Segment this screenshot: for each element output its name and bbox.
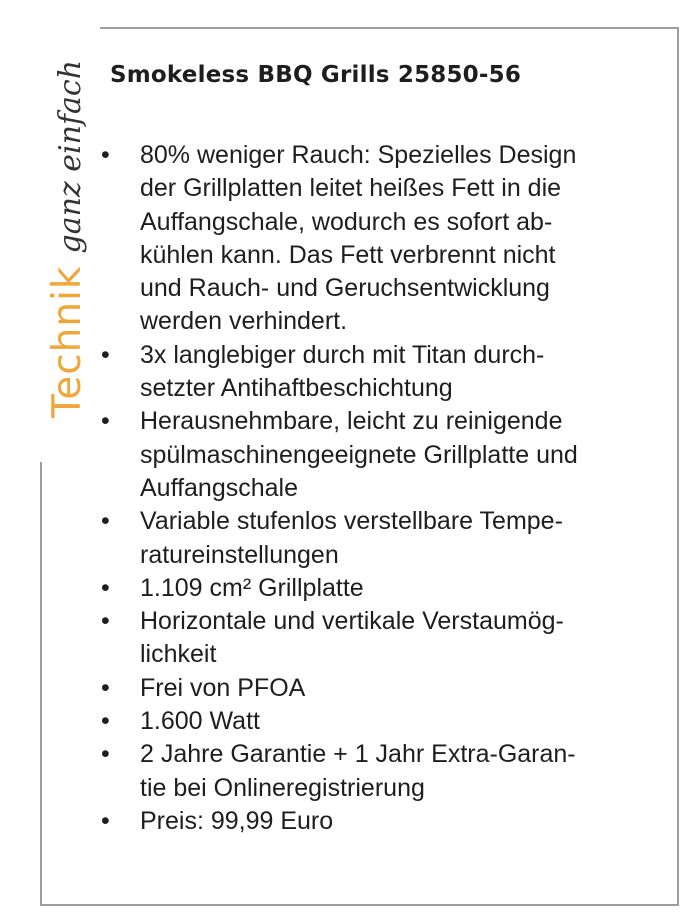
frame-left-border [40,462,42,906]
bullet-icon: • [101,607,110,636]
feature-list [96,139,656,838]
bullet-icon: • [101,507,110,536]
feature-item [96,672,656,705]
feature-line: der Grillplatten leitet heißes Fett in die [140,174,562,203]
feature-line: Horizontale und vertikale Verstaumög- [140,607,564,636]
feature-item [96,139,656,339]
feature-line: und Rauch- und Geruchsentwicklung [140,274,550,303]
feature-item [96,339,656,406]
side-label-highlight: Technik [45,265,90,418]
side-label-rest: ganz einfach [53,59,88,254]
feature-item [96,738,656,805]
feature-line: 1.600 Watt [140,707,260,736]
feature-line: kühlen kann. Das Fett verbrennt nicht [140,240,556,269]
bullet-icon: • [101,707,110,736]
frame-bottom-border [40,904,679,906]
feature-line: spülmaschinengeeignete Grillplatte und [140,440,578,469]
feature-line: Variable stufenlos verstellbare Tempe- [140,507,563,536]
side-label [45,59,90,418]
frame-top-border [100,27,679,29]
bullet-icon: • [101,340,110,369]
bullet-icon: • [101,407,110,436]
feature-item [96,605,656,672]
feature-line: Preis: 99,99 Euro [140,806,334,835]
feature-line: werden verhindert. [140,307,348,336]
bullet-icon: • [101,806,110,835]
feature-item [96,705,656,738]
feature-line: Frei von PFOA [140,673,306,702]
feature-line: tie bei Onlineregistrierung [140,773,425,802]
feature-line: Herausnehmbare, leicht zu reinigende [140,407,563,436]
feature-line: ratureinstellungen [140,540,339,569]
feature-line: setzter Antihaftbeschichtung [140,374,453,403]
bullet-icon: • [101,673,110,702]
feature-line: 80% weniger Rauch: Spezielles Design [140,141,577,169]
bullet-icon: • [101,573,110,602]
feature-line: Auffangschale [140,473,298,502]
feature-line: 3x langlebiger durch mit Titan durch- [140,340,545,369]
feature-line: lichkeit [140,640,217,669]
feature-line: 1.109 cm² Grillplatte [140,573,364,602]
product-title: Smokeless BBQ Grills 25850-56 [110,62,522,88]
feature-item [96,505,656,572]
feature-item [96,572,656,605]
feature-item [96,805,656,838]
feature-line: 2 Jahre Garantie + 1 Jahr Extra-Garan- [140,740,576,769]
bullet-icon: • [101,141,110,169]
feature-item [96,405,656,505]
bullet-icon: • [101,740,110,769]
frame-right-border [677,27,679,906]
feature-line: Auffangschale, wodurch es sofort ab- [140,207,553,236]
